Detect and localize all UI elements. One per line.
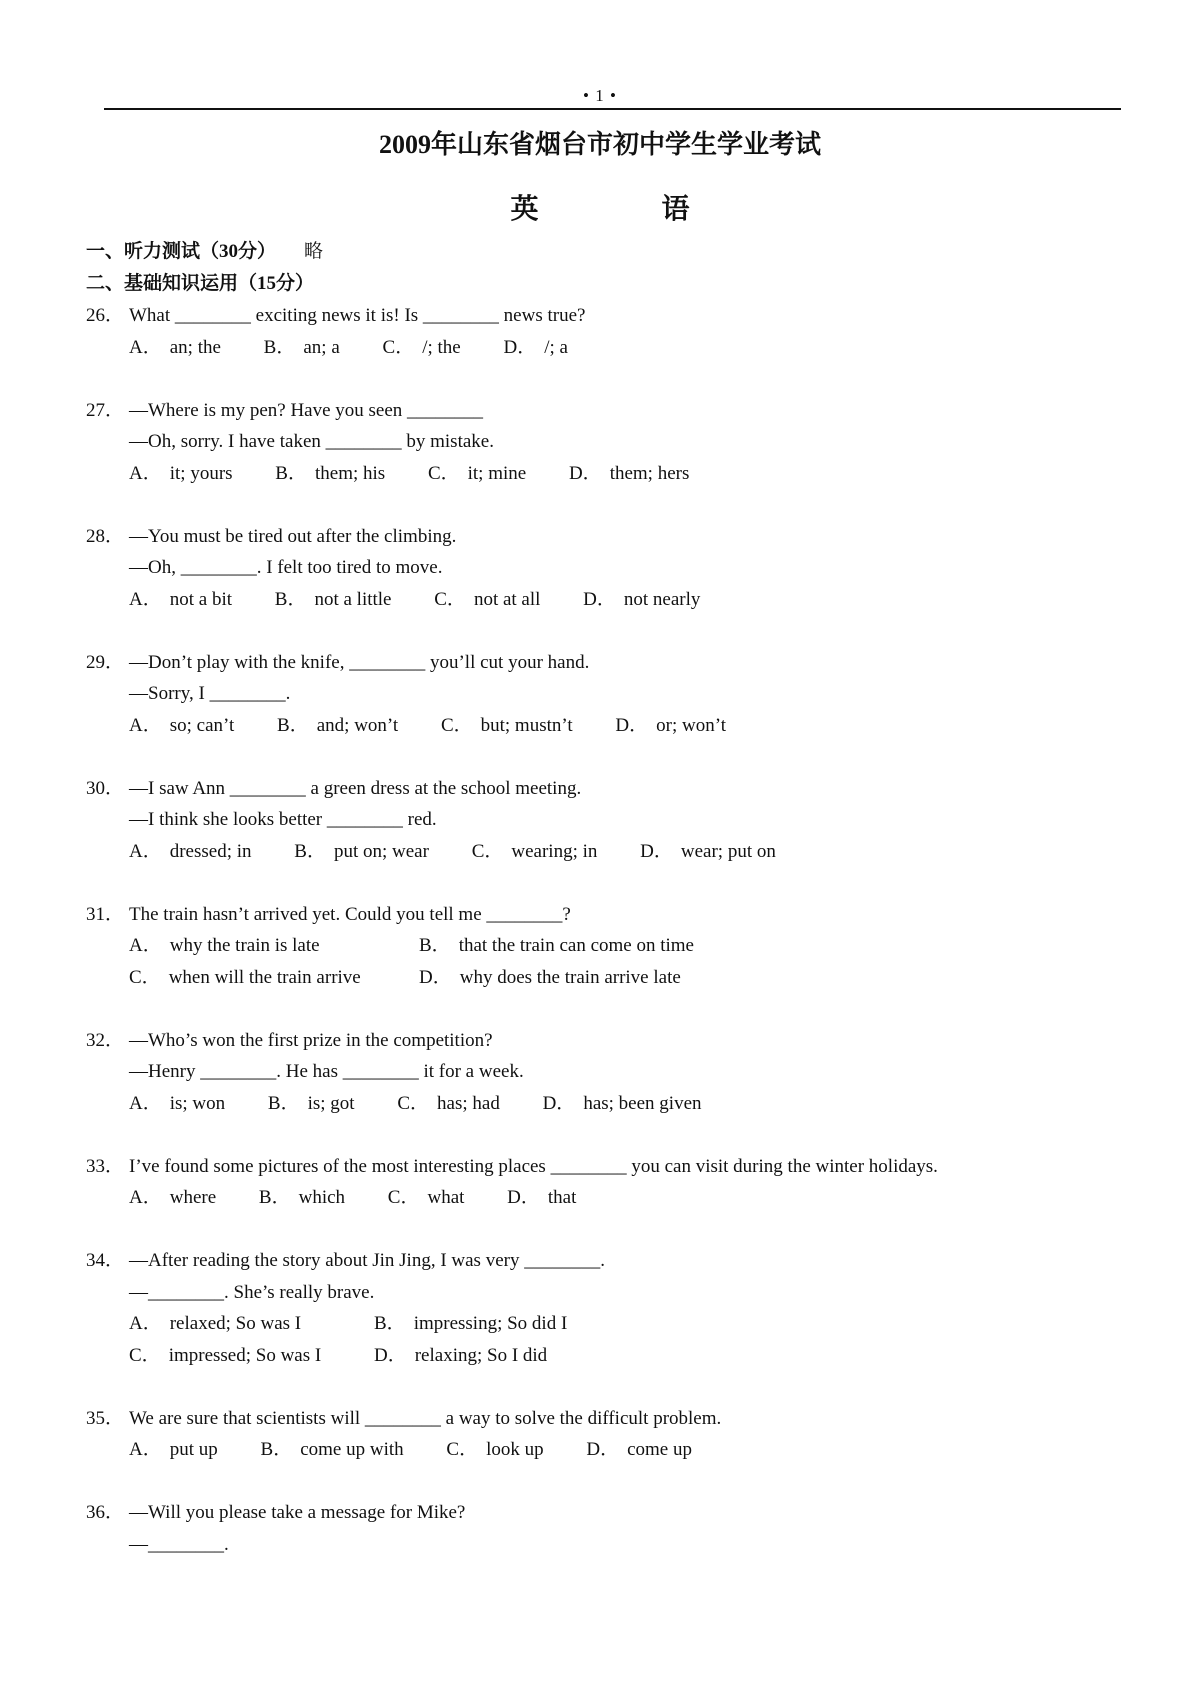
option-a[interactable]: A． why the train is late bbox=[129, 935, 320, 956]
question-number: 32． bbox=[86, 1029, 125, 1051]
option-d[interactable]: D． has; been given bbox=[542, 1092, 702, 1114]
option-a[interactable]: A． put up bbox=[129, 1439, 218, 1460]
option-a[interactable]: A． dressed; in bbox=[129, 840, 252, 862]
question-stem: —Where is my pen? Have you seen ________ bbox=[129, 399, 484, 421]
option-b[interactable]: B． that the train can come on time bbox=[419, 935, 694, 956]
question-stem-line: —Sorry, I ________. bbox=[129, 683, 291, 704]
option-c[interactable]: C． what bbox=[387, 1187, 465, 1208]
question-34 bbox=[86, 1245, 1126, 1371]
question-number: 35． bbox=[86, 1407, 125, 1429]
option-a[interactable]: A． not a bit bbox=[129, 588, 233, 610]
option-d[interactable]: D． not nearly bbox=[583, 588, 701, 610]
options bbox=[86, 930, 1126, 993]
question-stem-line: —________. She’s really brave. bbox=[129, 1281, 375, 1303]
option-c[interactable]: C． has; had bbox=[397, 1092, 500, 1114]
section-heading-listening bbox=[86, 236, 323, 263]
options bbox=[86, 1182, 1126, 1214]
options bbox=[86, 710, 1126, 742]
section-heading-text: 二、基础知识运用（15分） bbox=[86, 273, 315, 294]
question-stem-line: —Henry ________. He has ________ it for a week. bbox=[129, 1061, 524, 1082]
question-number: 28． bbox=[86, 525, 125, 547]
option-b[interactable]: B． which bbox=[258, 1187, 346, 1208]
question-30 bbox=[86, 773, 1126, 868]
question-29 bbox=[86, 647, 1126, 742]
question-28 bbox=[86, 521, 1126, 616]
option-c[interactable]: C． impressed; So was I bbox=[129, 1344, 322, 1366]
option-b[interactable]: B． an; a bbox=[263, 336, 340, 358]
option-d[interactable]: D． come up bbox=[586, 1439, 692, 1460]
options bbox=[86, 1434, 1126, 1466]
option-b[interactable]: B． impressing; So did I bbox=[374, 1313, 568, 1334]
question-stem: —Who’s won the first prize in the competition? bbox=[129, 1029, 493, 1051]
option-b[interactable]: B． come up with bbox=[260, 1439, 404, 1460]
question-31 bbox=[86, 899, 1126, 994]
option-a[interactable]: A． is; won bbox=[129, 1092, 226, 1114]
question-stem: —I saw Ann ________ a green dress at the school meeting. bbox=[129, 777, 582, 799]
section-heading-grammar bbox=[86, 268, 314, 295]
options bbox=[86, 1308, 1126, 1371]
page-number: • 1 • bbox=[583, 86, 617, 105]
option-a[interactable]: A． so; can’t bbox=[129, 714, 235, 736]
option-d[interactable]: D． them; hers bbox=[568, 462, 690, 484]
question-stem-line: —I think she looks better ________ red. bbox=[129, 809, 437, 830]
option-d[interactable]: D． that bbox=[507, 1187, 577, 1208]
question-stem: What ________ exciting news it is! Is ________ news true? bbox=[129, 305, 586, 326]
question-27 bbox=[86, 395, 1126, 490]
option-c[interactable]: C． not at all bbox=[434, 588, 541, 610]
option-d[interactable]: D． /; a bbox=[503, 336, 568, 358]
question-32 bbox=[86, 1025, 1126, 1120]
option-a[interactable]: A． relaxed; So was I bbox=[129, 1313, 302, 1334]
question-number: 29． bbox=[86, 651, 125, 673]
option-a[interactable]: A． an; the bbox=[129, 336, 221, 358]
question-stem: I’ve found some pictures of the most interesting places ________ you can visit during the winter holidays. bbox=[129, 1155, 938, 1177]
question-stem: The train hasn’t arrived yet. Could you tell me ________? bbox=[129, 903, 571, 925]
option-c[interactable]: C． when will the train arrive bbox=[129, 966, 361, 988]
question-number: 30． bbox=[86, 777, 125, 799]
section-note: 略 bbox=[304, 241, 324, 262]
option-d[interactable]: D． or; won’t bbox=[615, 714, 726, 736]
question-stem-line: —Oh, ________. I felt too tired to move. bbox=[129, 557, 443, 578]
options bbox=[86, 458, 1126, 490]
question-number: 27． bbox=[86, 399, 125, 421]
exam-title: 2009年山东省烟台市初中学生学业考试 bbox=[378, 130, 821, 159]
option-c[interactable]: C． /; the bbox=[382, 336, 461, 358]
options bbox=[86, 584, 1126, 616]
section-heading-text: 一、听力测试（30分） bbox=[86, 241, 277, 262]
options bbox=[86, 1088, 1126, 1120]
question-number: 36． bbox=[86, 1502, 125, 1523]
question-list bbox=[86, 300, 1126, 1592]
question-stem: —After reading the story about Jin Jing, I was very ________. bbox=[129, 1250, 605, 1271]
option-c[interactable]: C． wearing; in bbox=[471, 840, 598, 862]
option-b[interactable]: B． them; his bbox=[275, 462, 386, 484]
subject-title: 英 语 bbox=[510, 194, 748, 225]
option-b[interactable]: B． not a little bbox=[274, 588, 392, 610]
option-d[interactable]: D． why does the train arrive late bbox=[419, 966, 681, 988]
option-d[interactable]: D． wear; put on bbox=[640, 840, 776, 862]
option-c[interactable]: C． but; mustn’t bbox=[440, 714, 573, 736]
question-stem: —Will you please take a message for Mike? bbox=[129, 1502, 466, 1523]
option-d[interactable]: D． relaxing; So I did bbox=[374, 1344, 548, 1366]
header-rule bbox=[104, 108, 1121, 110]
question-36 bbox=[86, 1497, 1126, 1560]
question-number: 31． bbox=[86, 903, 125, 925]
question-35 bbox=[86, 1403, 1126, 1466]
question-26 bbox=[86, 300, 1126, 363]
option-a[interactable]: A． where bbox=[129, 1187, 217, 1208]
option-c[interactable]: C． it; mine bbox=[427, 462, 527, 484]
question-number: 33． bbox=[86, 1155, 125, 1177]
option-b[interactable]: B． and; won’t bbox=[277, 714, 399, 736]
question-stem: —You must be tired out after the climbing. bbox=[129, 525, 457, 547]
question-stem: —Don’t play with the knife, ________ you’ll cut your hand. bbox=[129, 651, 590, 673]
question-stem-line: —Oh, sorry. I have taken ________ by mistake. bbox=[129, 431, 494, 452]
option-b[interactable]: B． put on; wear bbox=[294, 840, 429, 862]
option-c[interactable]: C． look up bbox=[446, 1439, 544, 1460]
question-number: 34． bbox=[86, 1250, 125, 1271]
question-stem-line: —________. bbox=[129, 1533, 229, 1555]
question-stem: We are sure that scientists will ________ a way to solve the difficult problem. bbox=[129, 1407, 722, 1429]
option-b[interactable]: B． is; got bbox=[267, 1092, 355, 1114]
option-a[interactable]: A． it; yours bbox=[129, 462, 233, 484]
question-33 bbox=[86, 1151, 1126, 1214]
options bbox=[86, 332, 1126, 364]
options bbox=[86, 836, 1126, 868]
question-number: 26． bbox=[86, 305, 125, 326]
